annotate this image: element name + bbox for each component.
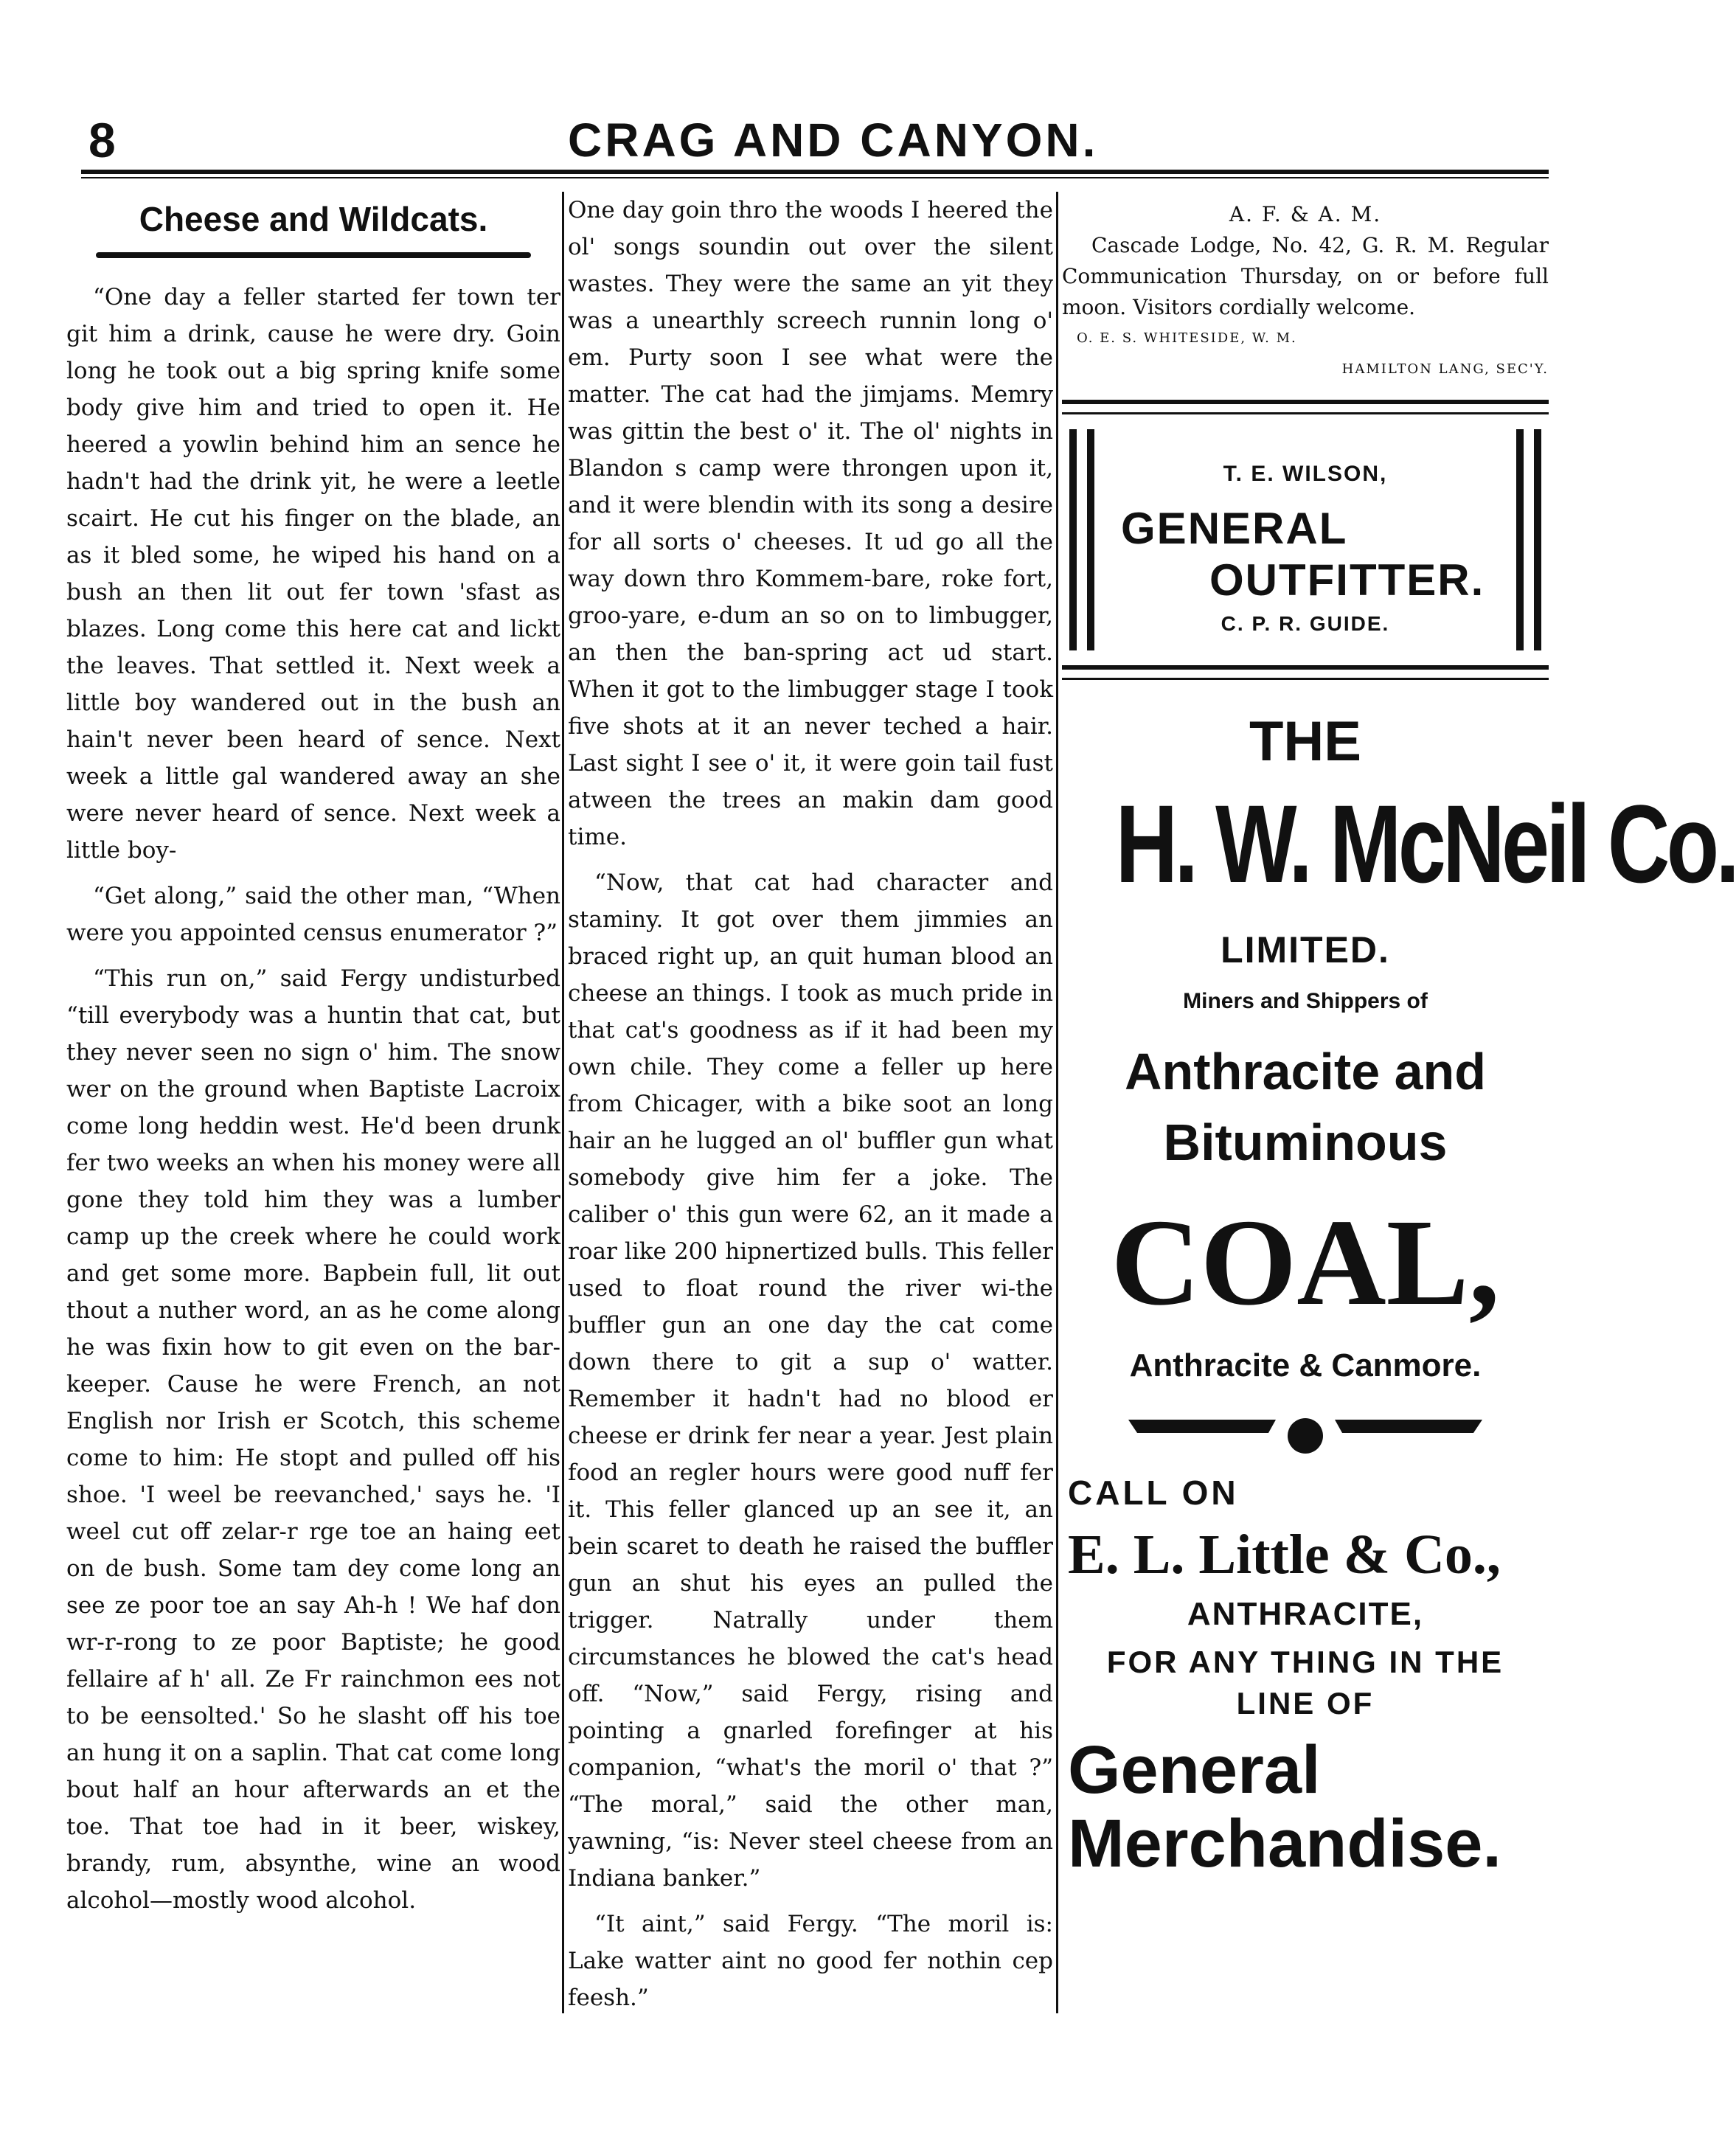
little-company: E. L. Little & Co., — [1068, 1524, 1501, 1586]
masthead-rule-thin — [81, 177, 1549, 178]
mcneil-anthracite: Anthracite and — [1124, 1043, 1487, 1100]
masthead — [81, 111, 1549, 170]
wilson-ad — [1069, 429, 1541, 650]
mcneil-canmore: Anthracite & Canmore. — [1129, 1347, 1482, 1384]
lodge-notice — [1062, 192, 1549, 385]
article-title: Cheese and Wildcats. — [139, 200, 488, 238]
column-divider — [562, 192, 564, 2013]
article-paragraph: “One day a feller started fer town ter git him a drink, cause he were dry. Goin long he took out a big spring knife some body give him and tried to open it. He heered a yowlin behind him an sence he hadn't had the drink yit, he were a leetle scairt. He cut his finger on the blade, an as it bled some, he wiped his hand on a bush an then lit out fer town 'sfast as blazes. Long come this here cat and lickt the leaves. That settled it. Next week a little boy wandered out in the bush an hain't never been heard of sence. Next week a little gal wandered away an she were never heard of sence. Next week a little boy- — [66, 284, 560, 864]
section-rule — [1062, 665, 1549, 680]
article-column-1 — [66, 192, 560, 1928]
little-merchandise: Merchandise. — [1068, 1806, 1501, 1881]
article-paragraph: “It aint,” said Fergy. “The moril is: Lake watter aint no good fer nothin cep feesh.” — [568, 1911, 1053, 2011]
paper-title: CRAG AND CANYON. — [568, 114, 1099, 167]
ornament-divider — [1128, 1414, 1482, 1458]
masthead-rule — [81, 170, 1549, 174]
wilson-guide: C. P. R. GUIDE. — [1221, 612, 1390, 635]
wilson-name: T. E. WILSON, — [1223, 462, 1388, 486]
mcneil-bituminous: Bituminous — [1163, 1114, 1448, 1171]
little-call-on: CALL ON — [1068, 1473, 1239, 1512]
mcneil-miners: Miners and Shippers of — [1183, 989, 1428, 1013]
article-column-2 — [568, 192, 1053, 2025]
mcneil-ad — [1062, 709, 1736, 1384]
lodge-body: Cascade Lodge, No. 42, G. R. M. Regular Communication Thursday, on or before full moon. Visitors cordially welcome. — [1062, 233, 1549, 319]
mcneil-limited: LIMITED. — [1221, 929, 1390, 971]
mcneil-the: THE — [1249, 710, 1361, 773]
little-line-of: LINE OF — [1236, 1686, 1375, 1721]
page-number: 8 — [88, 113, 116, 167]
article-paragraph: “Now, that cat had character and staminy. It got over them jimmies an braced right up, an quit human blood an cheese an things. I took as much pride in that cat's goodness as if it had been my own chile. They come a feller up here from Chicager, with a bike soot an long hair an he lugged an ol' buffler gun what somebody give him fer a joke. The caliber o' this gun were 62, an it made a roar like 200 hipnertized bulls. This feller used to float round the river wi-the buffler gun an one day the cat come down there to git a sup o' watter. Remember it hadn't had no blood er cheese er drink fer near a year. Jest plain food an regler hours were good nuff fer it. This feller glanced up an see it, an bein scaret to death he raised the buffler gun an shut his eyes an pulled the trigger. Natrally under them circumstances he blowed the cat's head off. “Now,” said Fergy, rising and pointing a gnarled forefinger at his companion, “what's the moril o' that ?” “The moral,” said the other man, yawning, “is: Never steel cheese from an Indiana banker.” — [568, 869, 1053, 1892]
lodge-signature: HAMILTON LANG, SEC'Y. — [1341, 361, 1549, 377]
wilson-outfitter: OUTFITTER. — [1209, 555, 1485, 605]
little-anthracite: ANTHRACITE, — [1187, 1596, 1424, 1632]
advertisement-column — [1062, 192, 1736, 1881]
column-divider — [1056, 192, 1058, 2013]
lodge-heading: A. F. & A. M. — [1229, 202, 1382, 226]
mcneil-coal: COAL, — [1111, 1194, 1500, 1331]
article-paragraph: “Get along,” said the other man, “When were you appointed census enumerator ?” — [66, 883, 560, 946]
mcneil-company: H. W. McNeil Co. — [1115, 782, 1736, 906]
little-general: General — [1068, 1732, 1321, 1808]
title-rule — [96, 252, 531, 258]
wilson-general: GENERAL — [1121, 504, 1348, 553]
article-paragraph: One day goin thro the woods I heered the ol' songs soundin out over the silent wastes. They were the same an yit they was a unearthly screech runnin long o' em. Purty soon I see what were the matter. The cat had the jimjams. Memry was gittin the best o' it. The ol' nights in Blandon s camp were throngen upon it, and it were blendin with its song a desire for all sorts o' cheeses. It ud go all the way down thro Kommem-bare, roke fort, groo-yare, e-dum an so on to limbugger, an then the ban-spring act ud start. When it got to the limbugger stage I took five shots at it an never teched a hair. Last sight I see o' it, it were goin tail fust atween the trees an makin dam good time. — [568, 197, 1053, 850]
section-rule — [1062, 400, 1549, 414]
little-for-any: FOR ANY THING IN THE — [1106, 1645, 1504, 1679]
lodge-signature: O. E. S. WHITESIDE, W. M. — [1077, 330, 1297, 346]
article-paragraph: “This run on,” said Fergy undisturbed “till everybody was a huntin that cat, but they never seen no sign o' him. The snow wer on the ground when Baptiste Lacroix come long heddin west. He'd been drunk fer two weeks an when his money were all gone they told him they was a lumber camp up the creek where he could work and get some more. Bapbein full, lit out thout a nuther word, an as he come along he was fixin how to git even on the bar-keeper. Cause he were French, an not English nor Irish er Scotch, this scheme come to him: He stopt and pulled off his shoe. 'I weel be reevanched,' says he. 'I weel cut off zelar-r rge toe an haing eet on de bush. Some tam dey come long an see ze poor toe an say Ah-h ! We haf don wr-r-rong to ze poor Baptiste; he good fellaire af h' all. Ze Fr rainchmon ees not to be eensolted.' So he slasht off his toe an hung it on a saplin. That cat come long bout half an hour afterwards an et the toe. That toe had in it beer, wiskey, brandy, rum, absynthe, wine an wood alcohol—mostly wood alcohol. — [66, 965, 560, 1914]
little-ad — [1062, 1473, 1549, 1881]
